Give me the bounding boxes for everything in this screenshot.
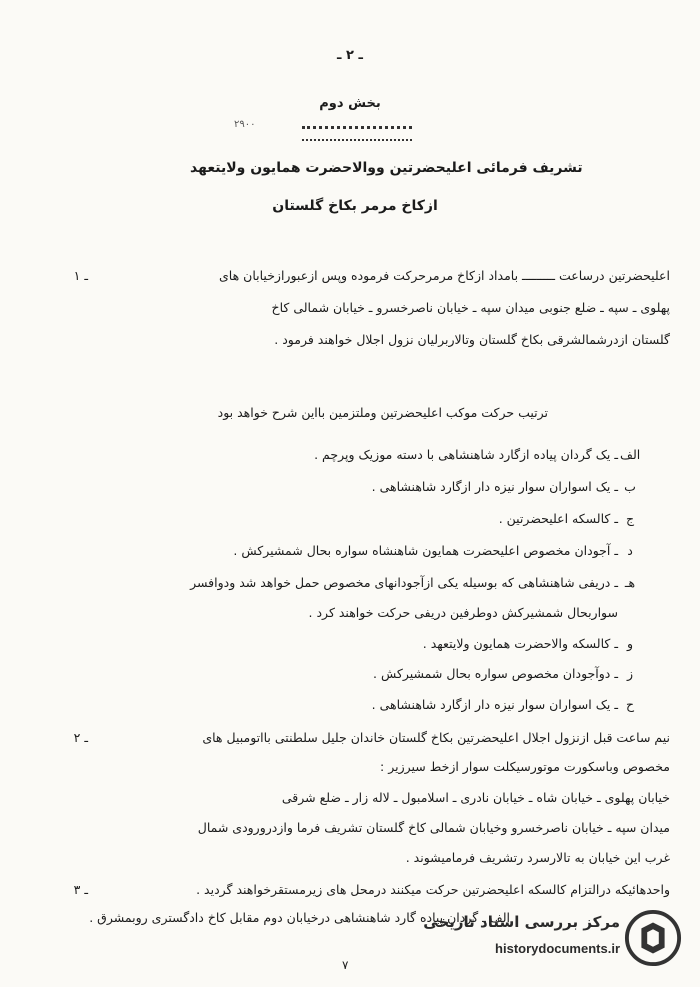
para3-line: الف ـ گردان پیاده گارد شاهنشاهی درخیابان دوم مقابل کاخ دادگستری روبمشرق . [89, 910, 510, 925]
stamp-number: ۲۹۰۰ [234, 119, 256, 130]
item-letter: ز [626, 666, 634, 681]
para3-number: ۳ ـ [73, 882, 88, 897]
item-letter: الف [620, 447, 641, 462]
footer-page-number: ۷ [342, 958, 349, 972]
item-letter: د [627, 543, 633, 558]
section-title: بخش دوم [319, 96, 381, 111]
para2-line: نیم ساعت قبل ازنزول اجلال اعلیحضرتین بکاخ گلستان خاندان جلیل سلطنتی بااتومبیل های [202, 730, 670, 745]
para2-line: مخصوص وباسکورت موتورسیکلت سوار ازخط سیرزیر : [380, 759, 670, 774]
heading-line-2: ازکاخ مرمر بکاخ گلستان [272, 198, 438, 214]
para1-line: اعلیحضرتین درساعت ـــــــــ بامداد ازکاخ مرمرحرکت فرموده وپس ازعبورازخیابان های [218, 268, 670, 283]
para1-line: پهلوی ـ سپه ـ ضلع جنوبی میدان سپه ـ خیابان ناصرخسرو ـ خیابان شمالی کاخ [271, 300, 670, 315]
watermark [420, 905, 690, 977]
para2-line: میدان سپه ـ خیابان ناصرخسرو وخیابان شمالی کاخ گلستان تشریف فرما وازدرورودی شمال [197, 820, 670, 835]
para2 [60, 730, 670, 880]
watermark-title: مرکز بررسی اسناد تاریخی [423, 913, 620, 931]
item-text-continuation: سواربحال شمشیرکش دوطرفین دریفی حرکت خواهند کرد . [308, 605, 618, 620]
item-text: ـ کالسکه والاحضرت همایون ولایتعهد . [422, 636, 618, 651]
item-letter: و [626, 636, 634, 651]
order-intro: ترتیب حرکت موکب اعلیحضرتین وملتزمین بااین شرح خواهد بود [217, 405, 548, 420]
para2-line: غرب این خیابان به تالارسرد رتشریف فرمامیشوند . [405, 850, 670, 865]
title-underline-ornament [302, 126, 412, 141]
item-letter: ح [625, 697, 635, 712]
item-text: ـ آجودان مخصوص اعلیحضرت همایون شاهنشاه سواره بحال شمشیرکش . [233, 543, 618, 558]
item-text: ـ یک اسواران سوار نیزه دار ازگارد شاهنشاهی . [371, 697, 618, 712]
item-letter: ج [625, 511, 635, 526]
archive-logo-icon [624, 909, 682, 967]
page-number: ـ ۲ ـ [337, 48, 363, 63]
item-letter: هـ [624, 575, 636, 590]
para1-line: گلستان ازدرشمالشرقی بکاخ گلستان وتالاربرلیان نزول اجلال خواهند فرمود . [274, 332, 670, 347]
para1 [60, 268, 670, 348]
item-text: ـ یک گردان پیاده ازگارد شاهنشاهی با دسته موزیک وپرچم . [314, 447, 618, 462]
watermark-url: historydocuments.ir [495, 941, 620, 956]
para2-number: ۲ ـ [73, 730, 88, 745]
heading-line-1: تشریف فرمائی اعلیحضرتین ووالاحضرت همایون ولایتعهد [190, 160, 583, 176]
item-text: ـ دریفی شاهنشاهی که بوسیله یکی ازآجودانهای مخصوص حمل خواهد شد ودوافسر [190, 575, 618, 590]
para3-line: واحدهائیکه درالتزام کالسکه اعلیحضرتین حرکت میکنند درمحل های زیرمستقرخواهند گردید . [196, 882, 670, 897]
item-text: ـ یک اسواران سوار نیزه دار ازگارد شاهنشاهی . [371, 479, 618, 494]
item-text: ـ کالسکه اعلیحضرتین . [498, 511, 618, 526]
item-text: ـ دوآجودان مخصوص سواره بحال شمشیرکش . [373, 666, 618, 681]
para1-number: ۱ ـ [73, 268, 88, 283]
item-letter: ب [624, 479, 636, 494]
para2-line: خیابان پهلوی ـ خیابان شاه ـ خیابان نادری ـ اسلامبول ـ لاله زار ـ ضلع شرقی [281, 790, 670, 805]
